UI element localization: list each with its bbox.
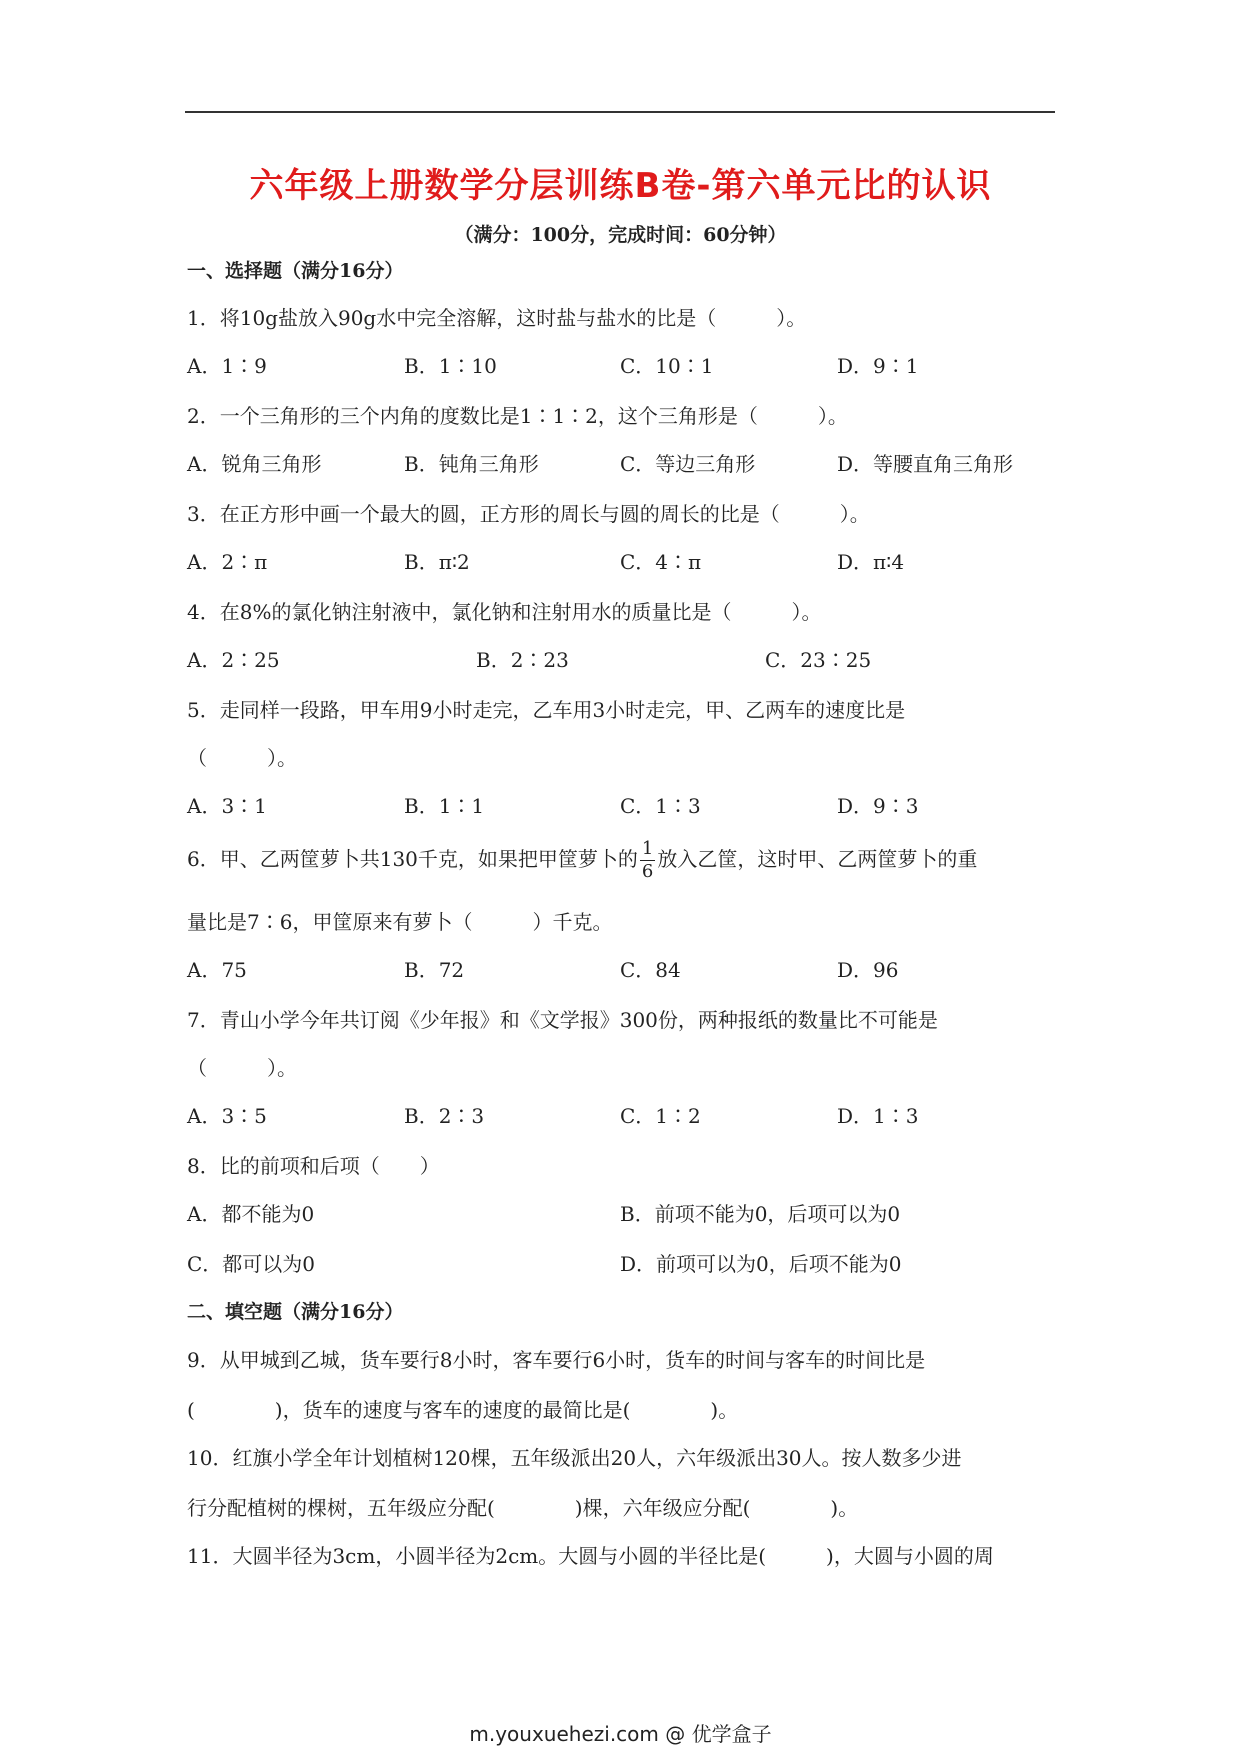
q6-option-a: A．75 [187,958,247,982]
q7-option-a: A．3∶5 [187,1104,267,1128]
q7-option-c: C．1∶2 [620,1104,701,1128]
q6-fraction-numerator: 1 [641,838,654,859]
q6-stem-part1: 6．甲、乙两筐萝卜共130千克，如果把甲筐萝卜的 [187,847,638,871]
q1-option-c: C．10∶1 [620,354,714,378]
q6-fraction [640,838,655,883]
q6-option-c: C．84 [620,958,681,982]
page-subtitle: （满分：100分，完成时间：60分钟） [454,224,787,246]
q2-option-b: B．钝角三角形 [404,452,539,476]
q8-option-d: D．前项可以为0，后项不能为0 [620,1252,902,1276]
q4-option-a: A．2∶25 [187,648,280,672]
q2-option-d: D．等腰直角三角形 [837,452,1014,476]
q2-option-a: A．锐角三角形 [187,452,322,476]
header-rule [185,111,1055,113]
question-6-stem [187,838,977,883]
question-3-stem: 3．在正方形中画一个最大的圆，正方形的周长与圆的周长的比是（ ）。 [187,502,870,526]
q4-option-c: C．23∶25 [765,648,872,672]
question-6-stem-cont: 量比是7∶6，甲筐原来有萝卜（ ）千克。 [187,910,613,934]
question-2-stem: 2．一个三角形的三个内角的度数比是1∶1∶2，这个三角形是（ ）。 [187,404,848,428]
q6-option-d: D．96 [837,958,899,982]
footer-watermark: m.youxuehezi.com @ 优学盒子 [469,1722,772,1746]
question-10-stem-cont: 行分配植树的棵树，五年级应分配( )棵，六年级应分配( )。 [187,1496,859,1520]
q5-option-c: C．1∶3 [620,794,701,818]
q8-option-b: B．前项不能为0，后项可以为0 [620,1202,901,1226]
question-9-stem: 9．从甲城到乙城，货车要行8小时，客车要行6小时，货车的时间与客车的时间比是 [187,1348,926,1372]
question-7-stem: 7．青山小学今年共订阅《少年报》和《文学报》300份，两种报纸的数量比不可能是 [187,1008,938,1032]
question-7-stem-cont: （ ）。 [187,1056,297,1080]
question-9-stem-cont: ( )，货车的速度与客车的速度的最简比是( )。 [187,1398,739,1422]
q3-option-c: C．4∶π [620,550,702,574]
q6-fraction-denominator: 6 [641,861,654,882]
question-8-stem: 8．比的前项和后项（ ） [187,1154,440,1178]
section-heading-choice: 一、选择题（满分16分） [187,260,404,282]
q6-option-b: B．72 [404,958,465,982]
q5-option-a: A．3∶1 [187,794,267,818]
question-5-stem-cont: （ ）。 [187,746,297,770]
q8-option-c: C．都可以为0 [187,1252,316,1276]
q7-option-b: B．2∶3 [404,1104,485,1128]
q2-option-c: C．等边三角形 [620,452,756,476]
q5-option-d: D．9∶3 [837,794,919,818]
question-4-stem: 4．在8%的氯化钠注射液中，氯化钠和注射用水的质量比是（ ）。 [187,600,822,624]
section-heading-fill-blank: 二、填空题（满分16分） [187,1301,404,1323]
q3-option-b: B．π∶2 [404,550,470,574]
q4-option-b: B．2∶23 [476,648,569,672]
page-title: 六年级上册数学分层训练B卷-第六单元比的认识 [249,166,992,206]
q1-option-b: B．1∶10 [404,354,497,378]
q6-stem-part2: 放入乙筐，这时甲、乙两筐萝卜的重 [657,847,978,871]
q1-option-a: A．1∶9 [187,354,267,378]
q3-option-d: D．π∶4 [837,550,905,574]
question-1-stem: 1．将10g盐放入90g水中完全溶解，这时盐与盐水的比是（ ）。 [187,306,807,330]
q3-option-a: A．2∶π [187,550,268,574]
question-10-stem: 10．红旗小学全年计划植树120棵，五年级派出20人，六年级派出30人。按人数多少进 [187,1446,962,1470]
q5-option-b: B．1∶1 [404,794,485,818]
q8-option-a: A．都不能为0 [187,1202,315,1226]
question-5-stem: 5．走同样一段路，甲车用9小时走完，乙车用3小时走完，甲、乙两车的速度比是 [187,698,906,722]
q1-option-d: D．9∶1 [837,354,919,378]
q7-option-d: D．1∶3 [837,1104,919,1128]
question-11-stem: 11．大圆半径为3cm，小圆半径为2cm。大圆与小圆的半径比是( )，大圆与小圆的周 [187,1544,994,1568]
